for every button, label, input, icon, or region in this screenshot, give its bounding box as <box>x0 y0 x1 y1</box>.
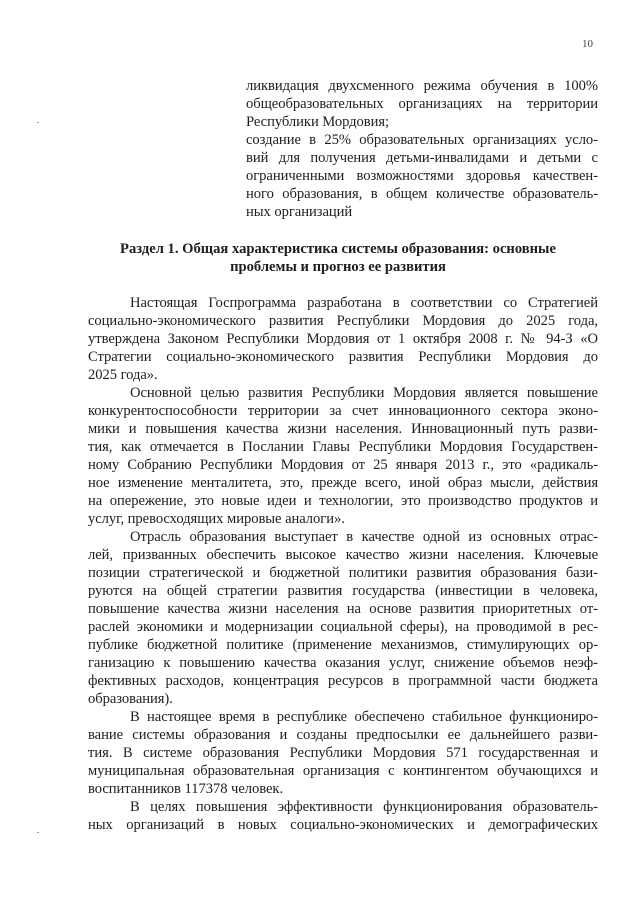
scan-mark <box>37 832 39 833</box>
body-line: 2025 года». <box>88 367 158 383</box>
body-line: Стратегии социально-экономического развития Республики Мордовия до <box>88 349 598 365</box>
body-line: на опережение, это новые идеи и технологии, это производство продуктов и <box>88 493 598 509</box>
intro-line: ных организаций <box>246 204 353 220</box>
body-line: фективных расходов, концентрация ресурсов в программной части бюджета <box>88 673 598 689</box>
body-line: ных организаций в новых социально-экономических и демографических <box>88 817 598 833</box>
section-heading-line: проблемы и прогноз ее развития <box>230 259 446 275</box>
intro-line: ликвидация двухсменного режима обучения в 100% <box>246 78 598 94</box>
body-line: ному Собранию Республики Мордовия от 25 января 2013 г., это «радикаль- <box>88 457 598 473</box>
body-line: В настоящее время в республике обеспечено стабильное функциониро- <box>130 709 598 725</box>
body-line: лей, призванных обеспечить высокое качество жизни населения. Ключевые <box>88 547 598 563</box>
body-line: Настоящая Госпрограмма разработана в соответствии со Стратегией <box>130 295 598 311</box>
body-line: раслей экономики и модернизации социальной сферы), на проводимой в рес- <box>88 619 598 635</box>
intro-line: вий для получения детьми-инвалидами и детьми с <box>246 150 598 166</box>
scan-mark <box>37 122 39 123</box>
body-line: позиции стратегической и бюджетной политики развития образования бази- <box>88 565 598 581</box>
intro-line: Республики Мордовия; <box>246 114 390 130</box>
body-line: тия, как отмечается в Послании Главы Республики Мордовия Государствен- <box>88 439 598 455</box>
body-line: образования). <box>88 691 173 707</box>
body-line: Отрасль образования выступает в качестве одной из основных отрас- <box>130 529 598 545</box>
body-line: тия. В системе образования Республики Мордовия 571 государственная и <box>88 745 598 761</box>
body-line: конкурентоспособности территории за счет инновационного сектора эконо- <box>88 403 598 419</box>
intro-line: общеобразовательных организациях на территории <box>246 96 598 112</box>
intro-line: ограниченными возможностями здоровья качествен- <box>246 168 598 184</box>
body-line: утверждена Законом Республики Мордовия от 1 октября 2008 г. № 94-З «О <box>88 331 598 347</box>
section-heading-line: Раздел 1. Общая характеристика системы образования: основные <box>120 241 556 257</box>
body-line: публике бюджетной политике (применение механизмов, стимулирующих ор- <box>88 637 598 653</box>
body-line: руются на общей стратегии развития государства (инвестиции в человека, <box>88 583 598 599</box>
page-number: 10 <box>582 38 593 50</box>
body-line: ное изменение менталитета, это, прежде всего, иной образ мысли, действия <box>88 475 598 491</box>
body-line: Основной целью развития Республики Мордовия является повышение <box>130 385 598 401</box>
intro-line: ного образования, в общем количестве образователь- <box>246 186 598 202</box>
body-line: мики и повышения качества жизни населения. Инновационный путь разви- <box>88 421 598 437</box>
body-line: ганизацию к повышению качества оказания услуг, снижение объемов неэф- <box>88 655 598 671</box>
body-line: В целях повышения эффективности функционирования образователь- <box>130 799 598 815</box>
body-line: повышение качества жизни населения на основе развития приоритетных от- <box>88 601 598 617</box>
intro-line: создание в 25% образовательных организациях усло- <box>246 132 598 148</box>
body-line: воспитанников 117378 человек. <box>88 781 284 797</box>
body-line: вание системы образования и созданы предпосылки ее дальнейшего разви- <box>88 727 598 743</box>
body-line: социально-экономического развития Республики Мордовия до 2025 года, <box>88 313 598 329</box>
body-line: муниципальная образовательная организация с контингентом обучающихся и <box>88 763 598 779</box>
body-line: услуг, превосходящих мировые аналоги». <box>88 511 345 527</box>
